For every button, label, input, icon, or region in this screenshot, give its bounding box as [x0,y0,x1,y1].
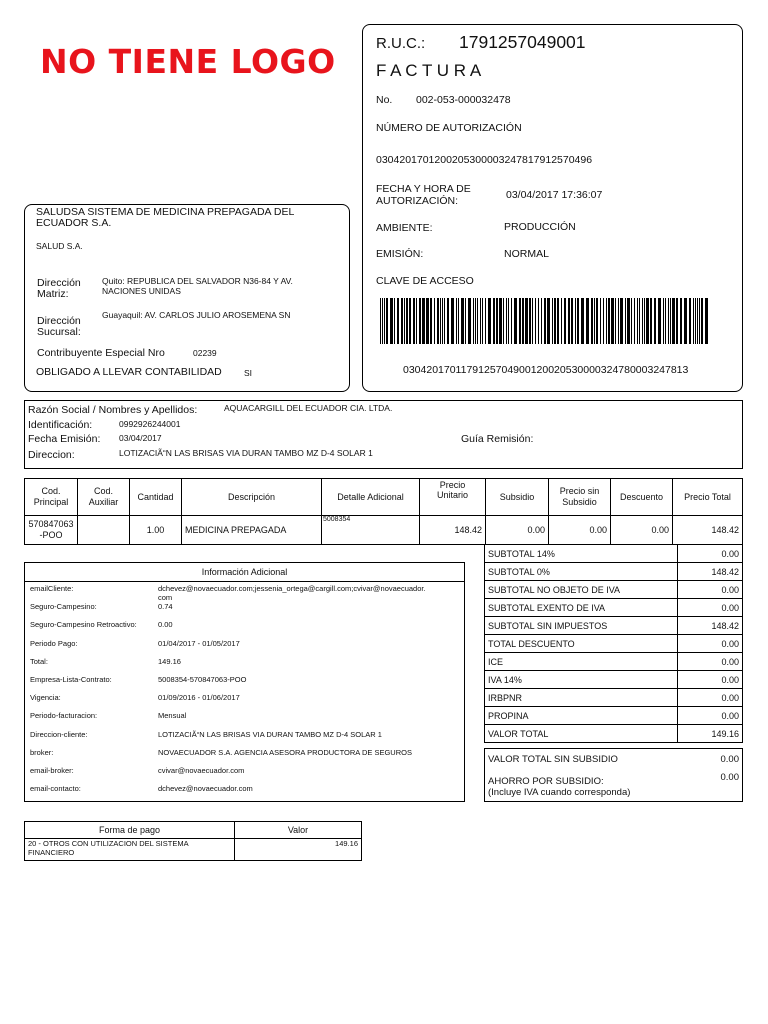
barcode-bar [493,298,495,344]
barcode-bar [444,298,445,344]
totals-row [485,671,743,689]
totals-label: IRBPNR [485,689,678,707]
fecha-emision-value: 03/04/2017 [119,433,162,443]
forma-pago-header: Forma de pago [25,822,235,839]
emision-value: NORMAL [504,248,549,260]
info-label: Periodo Pago: [30,638,78,648]
barcode-bar [634,298,635,344]
totals-label: SUBTOTAL SIN IMPUESTOS [485,617,678,635]
barcode-bar [618,298,619,344]
barcode-bar [488,298,491,344]
info-value-line: dchevez@novaecuador.com [158,784,253,794]
barcode-bar [480,298,481,344]
item-cantidad: 1.00 [130,516,182,545]
emisor-nombre-comercial: SALUD S.A. [36,241,83,251]
barcode-bar [644,298,645,344]
barcode-bar [468,298,471,344]
razon-social-label: Razón Social / Nombres y Apellidos: [28,404,198,416]
item-descripcion: MEDICINA PREPAGADA [182,516,322,545]
barcode-bar [404,298,405,344]
barcode-bar [680,298,682,344]
info-value [158,748,412,757]
totals-row [485,707,743,725]
info-value [158,584,426,602]
razon-social-value: AQUACARGILL DEL ECUADOR CIA. LTDA. [224,403,393,413]
totals-value: 0.00 [678,653,743,671]
matriz-label-2: Matriz: [37,288,69,300]
barcode-bar [544,298,546,344]
barcode-bar [456,298,457,344]
totals-value: 0.00 [678,689,743,707]
info-label: Total: [30,656,48,666]
forma-pago-value [25,839,235,861]
barcode-bar [639,298,640,344]
autorizacion-label: NÚMERO DE AUTORIZACIÓN [376,122,522,134]
contribuyente-value: 02239 [193,348,217,358]
barcode-bar [608,298,610,344]
info-value-line: dchevez@novaecuador.com;jessenia_ortega@cargill.com;cvivar@novaecuador. [158,584,426,593]
barcode-bar [581,298,584,344]
item-precio-unitario: 148.42 [420,516,486,545]
barcode-bar [506,298,507,344]
header-precio-sin-2: Subsidio [562,497,597,507]
info-value [158,693,240,702]
sucursal-label-2: Sucursal: [37,326,81,338]
header-descuento: Descuento [611,479,673,516]
barcode-bar [529,298,531,344]
info-label: email-contacto: [30,784,81,794]
factura-box [362,24,743,392]
totals-label: SUBTOTAL EXENTO DE IVA [485,599,678,617]
barcode-bar [461,298,464,344]
totals-row [485,653,743,671]
barcode-bar [496,298,498,344]
totals-row [485,635,743,653]
sucursal-value: Guayaquil: AV. CARLOS JULIO AROSEMENA SN [102,310,291,320]
forma-pago-value-2: FINANCIERO [28,848,75,857]
barcode-bar [482,298,483,344]
barcode-bar [394,298,395,344]
barcode-bar [611,298,614,344]
header-precio-sin-1: Precio sin [559,486,600,496]
barcode-bar [642,298,643,344]
table-row [25,839,362,861]
comprador-box [24,400,743,469]
fecha-emision-label: Fecha Emisión: [28,433,101,445]
barcode-bar [477,298,478,344]
forma-pago-table [24,821,362,861]
barcode-bar [508,298,509,344]
clave-acceso-label: CLAVE DE ACCESO [376,275,474,287]
totals-label: IVA 14% [485,671,678,689]
info-label: Empresa-Lista-Contrato: [30,675,112,684]
barcode-bar [646,298,649,344]
item-cod-principal [25,516,78,545]
barcode-bar [668,298,669,344]
barcode-bar [447,298,449,344]
barcode-bar [406,298,408,344]
info-value [158,711,186,720]
valor-sin-subsidio-label: VALOR TOTAL SIN SUBSIDIO [488,754,618,765]
info-label: Vigencia: [30,693,61,703]
barcode-bar [485,298,486,344]
header-cod-auxiliar [78,479,130,516]
fecha-autorizacion-label-1: FECHA Y HORA DE [376,183,471,195]
valor-header: Valor [235,822,362,839]
numero-value: 002-053-000032478 [416,94,511,106]
item-cod-2: -POO [39,530,63,540]
barcode-bar [658,298,661,344]
emisor-razon-2: ECUADOR S.A. [36,217,112,229]
totals-value: 0.00 [678,581,743,599]
header-cod-auxiliar-1: Cod. [93,486,113,496]
info-value-line: 01/09/2016 - 01/06/2017 [158,693,240,703]
totals-label: PROPINA [485,707,678,725]
info-label: Seguro-Campesino Retroactivo: [30,620,137,630]
ambiente-label: AMBIENTE: [376,222,433,234]
emisor-box [24,204,350,392]
info-value [158,602,173,611]
header-precio-unitario: Precio Unitario [420,479,486,516]
barcode-bar [434,298,435,344]
informacion-adicional-header [25,563,464,582]
ambiente-value: PRODUCCIÓN [504,221,576,233]
fecha-autorizacion-value: 03/04/2017 17:36:07 [506,189,603,201]
totals-value: 0.00 [678,599,743,617]
barcode-bar [577,298,579,344]
totals-row [485,725,743,743]
info-value-line: NOVAECUADOR S.A. AGENCIA ASESORA PRODUCTORA DE SEGUROS [158,747,412,757]
barcode-bar [637,298,638,344]
barcode-bar [430,298,432,344]
barcode-bar [600,298,601,344]
barcode-bar [615,298,616,344]
identificacion-value: 0992926244001 [119,419,181,429]
table-row [25,516,743,545]
barcode-bar [697,298,698,344]
barcode-bar [670,298,671,344]
totals-label: SUBTOTAL NO OBJETO DE IVA [485,581,678,599]
barcode-bar [380,298,381,344]
barcode [380,298,709,344]
info-value-line: 01/04/2017 - 01/05/2017 [158,638,240,648]
info-value-line: Mensual [158,711,187,721]
barcode-bar [419,298,421,344]
barcode-bar [397,298,399,344]
barcode-bar [386,298,388,344]
item-cod-auxiliar [78,516,130,545]
barcode-bar [631,298,632,344]
barcode-bar [564,298,566,344]
barcode-bar [568,298,570,344]
barcode-bar [384,298,385,344]
totals-row [485,581,743,599]
header-cod-principal-2: Principal [33,497,69,507]
barcode-bar [591,298,593,344]
barcode-bar [586,298,589,344]
barcode-bar [571,298,573,344]
logo-placeholder: NO TIENE LOGO [40,42,336,81]
emisor-razon-1: SALUDSA SISTEMA DE MEDICINA PREPAGADA DEL [36,206,295,218]
info-value [158,766,244,775]
info-label: Seguro-Campesino: [30,602,97,612]
barcode-bar [625,298,626,344]
barcode-bar [422,298,425,344]
guia-remision-label: Guía Remisión: [461,433,534,445]
header-detalle-adicional: Detalle Adicional [322,479,420,516]
barcode-bar [693,298,694,344]
info-value-line: 0.00 [158,620,173,630]
barcode-bar [475,298,476,344]
barcode-bar [654,298,656,344]
totals-label: SUBTOTAL 14% [485,545,678,563]
header-precio-sin-subsidio [549,479,611,516]
totals-row [485,617,743,635]
header-cantidad: Cantidad [130,479,182,516]
barcode-bar [594,298,595,344]
barcode-bar [705,298,708,344]
barcode-bar [535,298,536,344]
info-value-line-2: com [158,593,173,602]
subsidio-box [484,748,743,802]
valor-sin-subsidio-value: 0.00 [720,754,739,765]
barcode-bar [522,298,524,344]
informacion-adicional-box [24,562,465,802]
barcode-bar [575,298,576,344]
totals-value: 148.42 [678,617,743,635]
sucursal-label-1: Dirección [37,315,81,327]
numero-label: No. [376,94,393,106]
barcode-bar [442,298,443,344]
totals-value: 148.42 [678,563,743,581]
matriz-value-1: Quito: REPUBLICA DEL SALVADOR N36-84 Y AV. [102,276,293,286]
info-value [158,657,181,666]
barcode-bar [606,298,607,344]
barcode-bar [689,298,691,344]
barcode-bar [684,298,687,344]
ahorro-subsidio-label-1: AHORRO POR SUBSIDIO: [488,776,604,787]
header-cod-principal [25,479,78,516]
header-cod-auxiliar-2: Auxiliar [88,497,119,507]
totals-label: TOTAL DESCUENTO [485,635,678,653]
info-value-line: 149.16 [158,656,181,666]
informacion-adicional-title: Información Adicional [201,567,288,577]
totals-value: 0.00 [678,671,743,689]
matriz-value-2: NACIONES UNIDAS [102,286,181,296]
factura-title: F A C T U R A [376,61,482,80]
barcode-bar [554,298,556,344]
direccion-label: Direccion: [28,449,75,461]
barcode-bar [663,298,664,344]
ruc-value: 1791257049001 [459,32,586,52]
info-label: broker: [30,747,54,757]
identificacion-label: Identificación: [28,419,93,431]
barcode-bar [650,298,652,344]
barcode-bar [473,298,474,344]
barcode-bar [672,298,675,344]
contribuyente-label: Contribuyente Especial Nro [37,347,165,359]
info-value [158,784,253,793]
barcode-bar [627,298,630,344]
info-value-line: LOTIZACIÃ“N LAS BRISAS VIA DURAN TAMBO MZ D-4 SOLAR 1 [158,729,382,739]
barcode-bar [514,298,517,344]
item-subsidio: 0.00 [486,516,549,545]
item-detalle-adicional: 5008354 [322,516,420,545]
barcode-bar [620,298,623,344]
barcode-bar [401,298,403,344]
totals-value: 149.16 [678,725,743,743]
ahorro-subsidio-label-2: (Incluye IVA cuando corresponda) [488,787,631,798]
matriz-label-1: Dirección [37,277,81,289]
barcode-bar [603,298,604,344]
autorizacion-value: 0304201701200205300003247817912570496 [376,154,593,166]
barcode-bar [451,298,454,344]
totals-row [485,563,743,581]
barcode-bar [547,298,550,344]
barcode-bar [552,298,553,344]
contabilidad-value: SI [244,368,253,378]
barcode-bar [699,298,700,344]
clave-acceso-value: 0304201701179125704900120020530000324780003247813 [403,364,689,376]
ahorro-subsidio-value: 0.00 [720,772,739,783]
barcode-bar [557,298,559,344]
item-precio-sin-subsidio: 0.00 [549,516,611,545]
totals-row [485,545,743,563]
info-value-line: 0.74 [158,602,173,612]
totals-label: ICE [485,653,678,671]
totals-value: 0.00 [678,635,743,653]
info-value-line: cvivar@novaecuador.com [158,766,245,775]
fecha-autorizacion-label-2: AUTORIZACIÓN: [376,195,459,207]
barcode-bar [525,298,528,344]
info-label: Periodo-facturacion: [30,711,98,721]
header-subsidio: Subsidio [486,479,549,516]
totals-table [484,544,743,743]
info-value [158,639,240,648]
totals-row [485,599,743,617]
barcode-bar [437,298,439,344]
barcode-bar [701,298,703,344]
info-value [158,675,246,684]
info-value [158,730,382,739]
totals-label: SUBTOTAL 0% [485,563,678,581]
direccion-value: LOTIZACIÃ“N LAS BRISAS VIA DURAN TAMBO MZ D-4 SOLAR 1 [119,448,373,458]
barcode-bar [541,298,542,344]
barcode-bar [538,298,539,344]
totals-row [485,689,743,707]
barcode-bar [503,298,504,344]
barcode-bar [416,298,417,344]
info-value-line: 5008354-570847063-POO [158,675,247,684]
info-label: email-broker: [30,766,74,775]
barcode-bar [440,298,441,344]
barcode-bar [413,298,415,344]
forma-pago-header-row [25,822,362,839]
barcode-bar [511,298,512,344]
items-header-row [25,479,743,516]
forma-pago-value-1: 20 - OTROS CON UTILIZACION DEL SISTEMA [28,839,189,848]
header-descripcion: Descripción [182,479,322,516]
info-label: emailCliente: [30,584,74,593]
info-value [158,620,173,629]
contabilidad-label: OBLIGADO A LLEVAR CONTABILIDAD [36,366,222,378]
barcode-bar [426,298,429,344]
item-cod-1: 570847063 [28,519,74,529]
barcode-bar [382,298,383,344]
barcode-bar [390,298,393,344]
item-precio-total: 148.42 [673,516,743,545]
ruc-label: R.U.C.: [376,35,426,52]
barcode-bar [532,298,533,344]
barcode-bar [676,298,678,344]
barcode-bar [695,298,696,344]
item-descuento: 0.00 [611,516,673,545]
emision-label: EMISIÓN: [376,248,424,260]
barcode-bar [596,298,598,344]
header-precio-total: Precio Total [673,479,743,516]
barcode-bar [409,298,411,344]
barcode-bar [519,298,521,344]
items-table [24,478,743,545]
info-label: Direccion-cliente: [30,729,88,739]
barcode-bar [561,298,562,344]
totals-label: VALOR TOTAL [485,725,678,743]
forma-pago-valor: 149.16 [235,839,362,861]
barcode-bar [665,298,666,344]
totals-value: 0.00 [678,545,743,563]
barcode-bar [499,298,502,344]
barcode-bar [458,298,459,344]
totals-value: 0.00 [678,707,743,725]
barcode-bar [465,298,466,344]
header-cod-principal-1: Cod. [41,486,61,496]
